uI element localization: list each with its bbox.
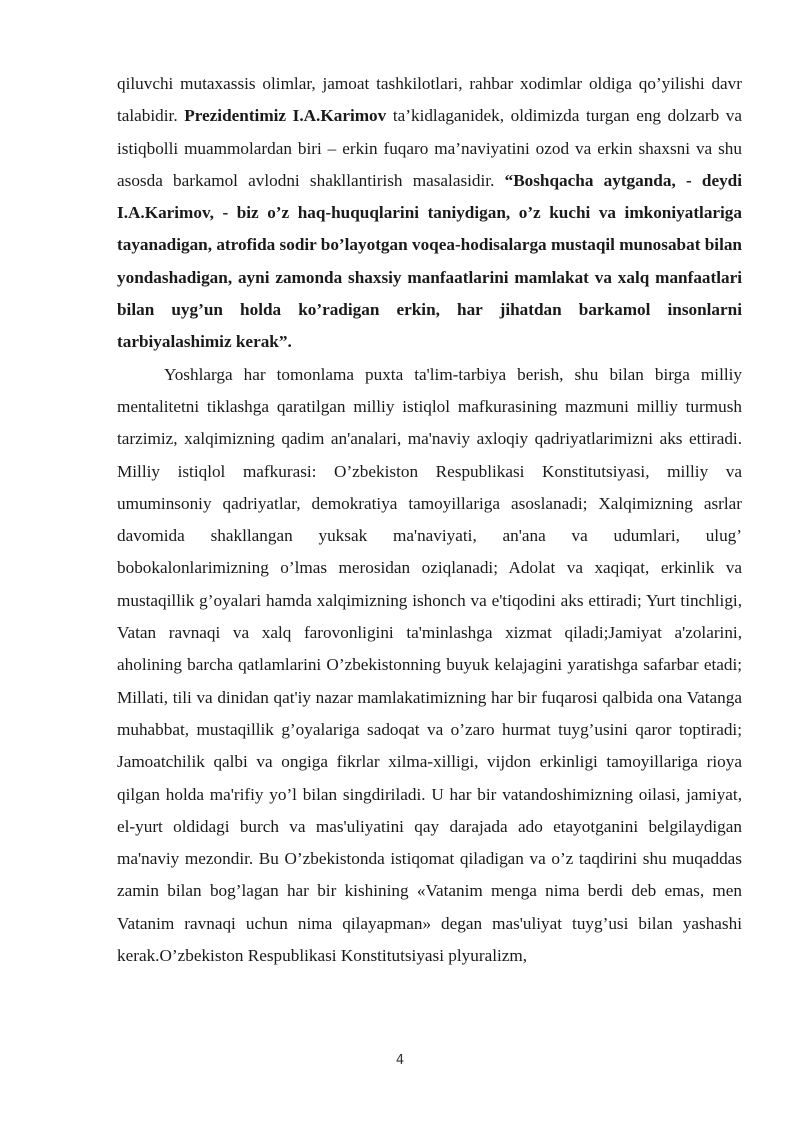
document-page (117, 68, 742, 972)
president-name: Prezidentimiz I.A.Karimov (184, 106, 387, 126)
paragraph-1-continuation: ta’kidlaganidek, oldimizda turgan eng dolzarb va istiqbolli muammolardan biri – erkin fuqaro ma’naviyatini ozod va erkin shaxsni va shu asosda barkamol avlodni shakllantirish masalasidir. (117, 106, 742, 190)
paragraph-2: Yoshlarga har tomonlama puxta ta'lim-tarbiya berish, shu bilan birga milliy mentalitetni tiklashga qaratilgan milliy istiqlol mafkurasining mazmuni milliy turmush tarzimiz, xalqimizning qadim an'analari, ma'naviy axloqiy qadriyatlarimizni aks ettiradi. Milliy istiqlol mafkurasi: O’zbekiston Respublikasi Konstitutsiyasi, milliy va umuminsoniy qadriyatlar, demokratiya tamoyillariga asoslanadi; Xalqimizning asrlar davomida shakllangan yuksak ma'naviyati, an'ana va udumlari, ulug’ bobokalonlarimizning o’lmas merosidan oziqlanadi; Adolat va xaqiqat, erkinlik va mustaqillik g’oyalari hamda xalqimizning ishonch va e'tiqodini aks ettiradi; Yurt tinchligi, Vatan ravnaqi va xalq farovonligini ta'minlashga xizmat qiladi;Jamiyat a'zolarini, aholining barcha qatlamlarini O’zbekistonning buyuk kelajagini yaratishga safarbar etadi; Millati, tili va dinidan qat'iy nazar mamlakatimizning har bir fuqarosi qalbida ona Vatanga muhabbat, mustaqillik g’oyalariga sadoqat va o’zaro hurmat tuyg’usini qaror toptiradi; Jamoatchilik qalbi va ongiga fikrlar xilma-xilligi, vijdon erkinligi tamoyillariga rioya qilgan holda ma'rifiy yo’l bilan singdiriladi. U har bir vatandoshimizning oilasi, jamiyat, el-yurt oldidagi burch va mas'uliyatini qay darajada ado etayotganini belgilaydigan ma'naviy mezondir. Bu O’zbekistonda istiqomat qiladigan va o’z taqdirini shu muqaddas zamin bilan bog’lagan har bir kishining «Vatanim menga nima berdi deb emas, men Vatanim ravnaqi uchun nima qilayapman» degan mas'uliyat tuyg’usi bilan yashashi kerak.O’zbekiston Respublikasi Konstitutsiyasi plyuralizm, (117, 364, 742, 966)
karimov-quote: “Boshqacha aytganda, - deydi I.A.Karimov, - biz o’z haq-huquqlarini taniydigan, o’z kuchi va imkoniyatlariga tayanadigan, atrofida sodir bo’layotgan voqea-hodisalarga mustaqil munosabat bilan yondashadigan, ayni zamonda shaxsiy manfaatlarini mamlakat va xalq manfaatlari bilan uyg’un holda ko’radigan erkin, har jihatdan barkamol insonlarni tarbiyalashimiz kerak”. (117, 170, 743, 352)
paragraph-1-intro: qiluvchi mutaxassis olimlar, jamoat tashkilotlari, rahbar xodimlar oldiga qo’yilishi davr talabidir. (117, 74, 742, 126)
paragraph-1 (117, 68, 742, 359)
page-number: 4 (395, 1053, 405, 1068)
